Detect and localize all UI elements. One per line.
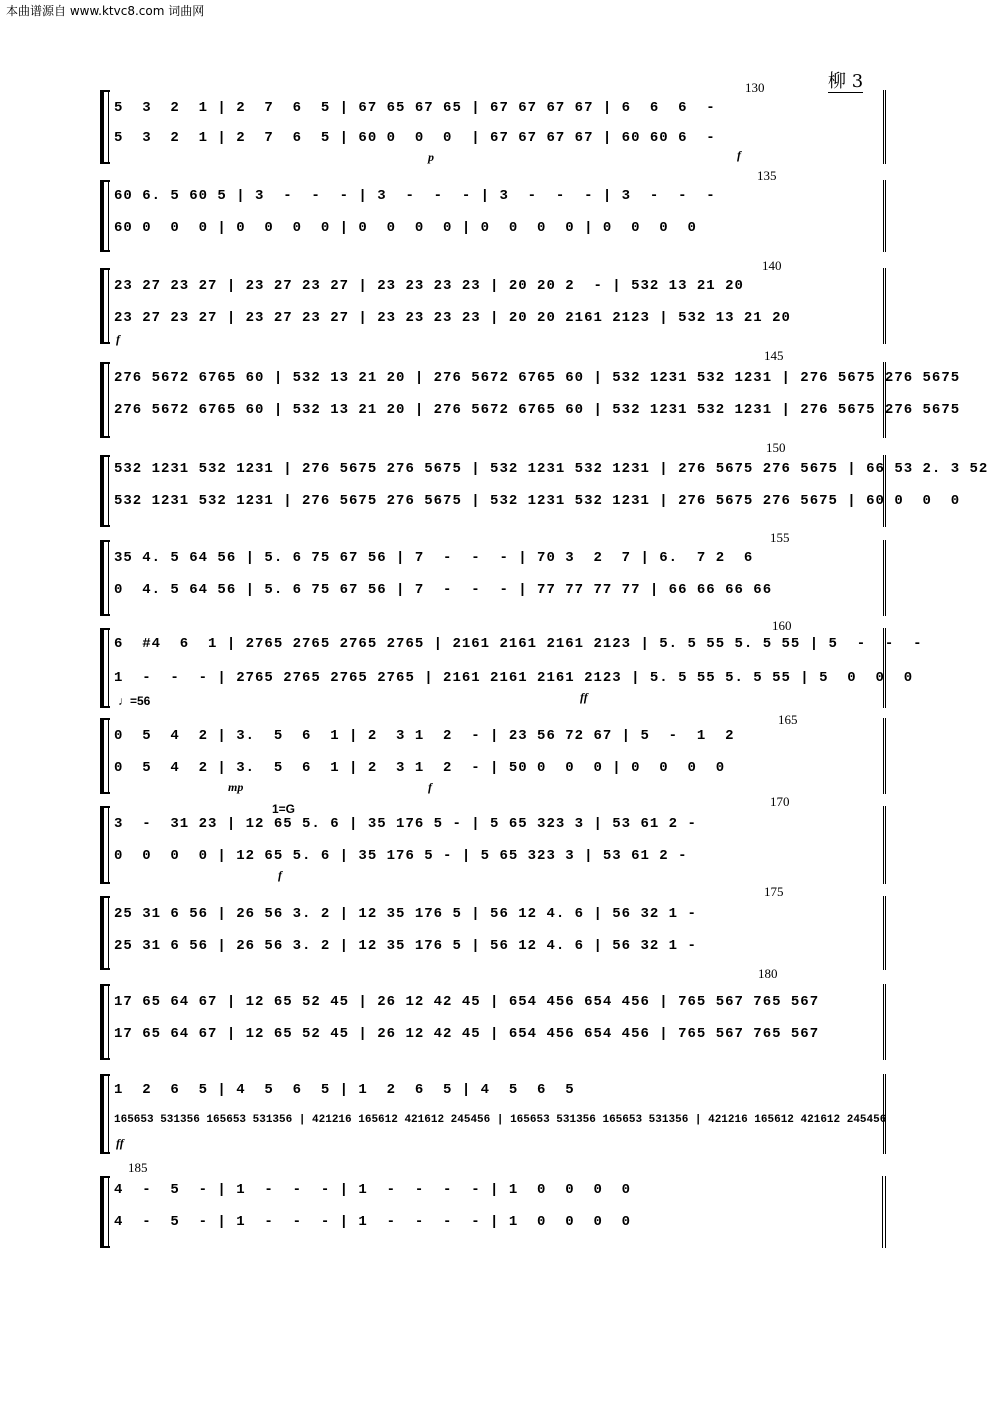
final-barline [882, 1176, 886, 1248]
key-signature: 1=G [272, 802, 296, 816]
barline [883, 455, 886, 527]
score-system [0, 258, 990, 346]
dynamic-mark: mp [228, 780, 244, 794]
barline [883, 984, 886, 1060]
source-header: 本曲谱源自 www.ktvc8.com 词曲网 [6, 4, 205, 18]
page-tag: 柳 3 [828, 71, 864, 92]
dynamic-mark: p [428, 150, 434, 164]
system-line [108, 718, 109, 794]
lower-staff: 60 0 0 0 | 0 0 0 0 | 0 0 0 0 | 0 0 0 0 | 0 0 0 0 [114, 220, 697, 236]
system-line [108, 362, 109, 438]
system-line [108, 90, 109, 164]
score-system [0, 884, 990, 970]
score-system [0, 530, 990, 616]
lower-staff: 4 - 5 - | 1 - - - | 1 - - - - | 1 0 0 0 0 [114, 1214, 632, 1230]
barline [883, 806, 886, 884]
measure-number: 175 [764, 884, 784, 899]
measure-number: 155 [770, 530, 790, 545]
dynamic-mark: f [278, 868, 282, 882]
score-system [0, 348, 990, 438]
barline [883, 896, 886, 970]
system-line [108, 455, 109, 527]
system-line [108, 540, 109, 616]
barline [883, 268, 886, 344]
upper-staff: 276 5672 6765 60 | 532 13 21 20 | 276 5672 6765 60 | 532 1231 532 1231 | 276 5675 276 5675 [114, 370, 961, 386]
dynamic-mark: ff [116, 1136, 124, 1150]
measure-number: 185 [128, 1160, 148, 1175]
measure-number: 150 [766, 440, 786, 455]
score-system [0, 966, 990, 1060]
barline [883, 90, 886, 164]
lower-staff: 0 5 4 2 | 3. 5 6 1 | 2 3 1 2 - | 50 0 0 0 | 0 0 0 0 [114, 760, 726, 776]
upper-staff: 1 2 6 5 | 4 5 6 5 | 1 2 6 5 | 4 5 6 5 [114, 1082, 575, 1098]
upper-staff: 23 27 23 27 | 23 27 23 27 | 23 23 23 23 | 20 20 2 - | 532 13 21 20 [114, 278, 744, 294]
upper-staff: 0 5 4 2 | 3. 5 6 1 | 2 3 1 2 - | 23 56 72 67 | 5 - 1 2 [114, 728, 735, 744]
measure-number: 180 [758, 966, 778, 981]
upper-staff: 35 4. 5 64 56 | 5. 6 75 67 56 | 7 - - - | 70 3 2 7 | 6. 7 2 6 [114, 550, 754, 566]
upper-staff: 17 65 64 67 | 12 65 52 45 | 26 12 42 45 | 654 456 654 456 | 765 567 765 567 [114, 994, 820, 1010]
lower-staff: 23 27 23 27 | 23 27 23 27 | 23 23 23 23 | 20 20 2161 2123 | 532 13 21 20 [114, 310, 791, 326]
measure-number: 145 [764, 348, 784, 363]
measure-number: 135 [757, 168, 777, 183]
measure-number: 140 [762, 258, 782, 273]
system-line [108, 896, 109, 970]
score-system [0, 440, 990, 527]
lower-staff: 25 31 6 56 | 26 56 3. 2 | 12 35 176 5 | 56 12 4. 6 | 56 32 1 - [114, 938, 697, 954]
upper-staff: 532 1231 532 1231 | 276 5675 276 5675 | 532 1231 532 1231 | 276 5675 276 5675 | 66 53 2. 3 52 [114, 461, 989, 477]
barline [883, 628, 886, 708]
system-line [108, 628, 109, 708]
dynamic-mark: ff [580, 690, 588, 704]
lower-staff: 1 - - - | 2765 2765 2765 2765 | 2161 2161 2161 2123 | 5. 5 55 5. 5 55 | 5 0 0 0 [114, 670, 914, 686]
upper-staff: 6 #4 6 1 | 2765 2765 2765 2765 | 2161 2161 2161 2123 | 5. 5 55 5. 5 55 | 5 - - - [114, 636, 923, 652]
score-system [0, 1074, 990, 1154]
barline [883, 180, 886, 252]
barline [883, 540, 886, 616]
measure-number: 165 [778, 712, 798, 727]
measure-number: 160 [772, 618, 792, 633]
barline [883, 362, 886, 438]
upper-staff: 60 6. 5 60 5 | 3 - - - | 3 - - - | 3 - - - | 3 - - - [114, 188, 716, 204]
dynamic-mark: f [737, 148, 741, 162]
system-line [108, 1176, 109, 1248]
system-line [108, 806, 109, 884]
upper-staff: 25 31 6 56 | 26 56 3. 2 | 12 35 176 5 | 56 12 4. 6 | 56 32 1 - [114, 906, 697, 922]
lower-staff: 276 5672 6765 60 | 532 13 21 20 | 276 5672 6765 60 | 532 1231 532 1231 | 276 5675 276 5675 [114, 402, 961, 418]
dynamic-mark: f [428, 780, 432, 794]
lower-staff: 5 3 2 1 | 2 7 6 5 | 60 0 0 0 | 67 67 67 67 | 60 60 6 - [114, 130, 716, 146]
system-line [108, 180, 109, 252]
system-line [108, 984, 109, 1060]
lower-staff: 17 65 64 67 | 12 65 52 45 | 26 12 42 45 | 654 456 654 456 | 765 567 765 567 [114, 1026, 820, 1042]
system-line [108, 1074, 109, 1154]
score-system [0, 168, 990, 252]
system-line [108, 268, 109, 344]
measure-number: 130 [745, 80, 765, 95]
score-system [0, 1160, 990, 1248]
barline [883, 718, 886, 794]
dynamic-mark: f [116, 332, 120, 346]
measure-number: 170 [770, 794, 790, 809]
upper-staff: 3 - 31 23 | 12 65 5. 6 | 35 176 5 - | 5 65 323 3 | 53 61 2 - [114, 816, 697, 832]
tempo-mark: ♩=56 [118, 694, 151, 708]
upper-staff: 4 - 5 - | 1 - - - | 1 - - - - | 1 0 0 0 0 [114, 1182, 632, 1198]
lower-staff: 165653 531356 165653 531356 | 421216 165612 421612 245456 | 165653 531356 165653 531356 | 421216 165612 421612 245456 [114, 1114, 887, 1126]
lower-staff: 0 0 0 0 | 12 65 5. 6 | 35 176 5 - | 5 65 323 3 | 53 61 2 - [114, 848, 688, 864]
lower-staff: 0 4. 5 64 56 | 5. 6 75 67 56 | 7 - - - | 77 77 77 77 | 66 66 66 66 [114, 582, 773, 598]
score-system [0, 794, 990, 884]
score-system [0, 712, 990, 794]
lower-staff: 532 1231 532 1231 | 276 5675 276 5675 | 532 1231 532 1231 | 276 5675 276 5675 | 60 0 0 0 [114, 493, 961, 509]
score-system [0, 618, 990, 708]
upper-staff: 5 3 2 1 | 2 7 6 5 | 67 65 67 65 | 67 67 67 67 | 6 6 6 - [114, 100, 716, 116]
barline [883, 1074, 886, 1154]
